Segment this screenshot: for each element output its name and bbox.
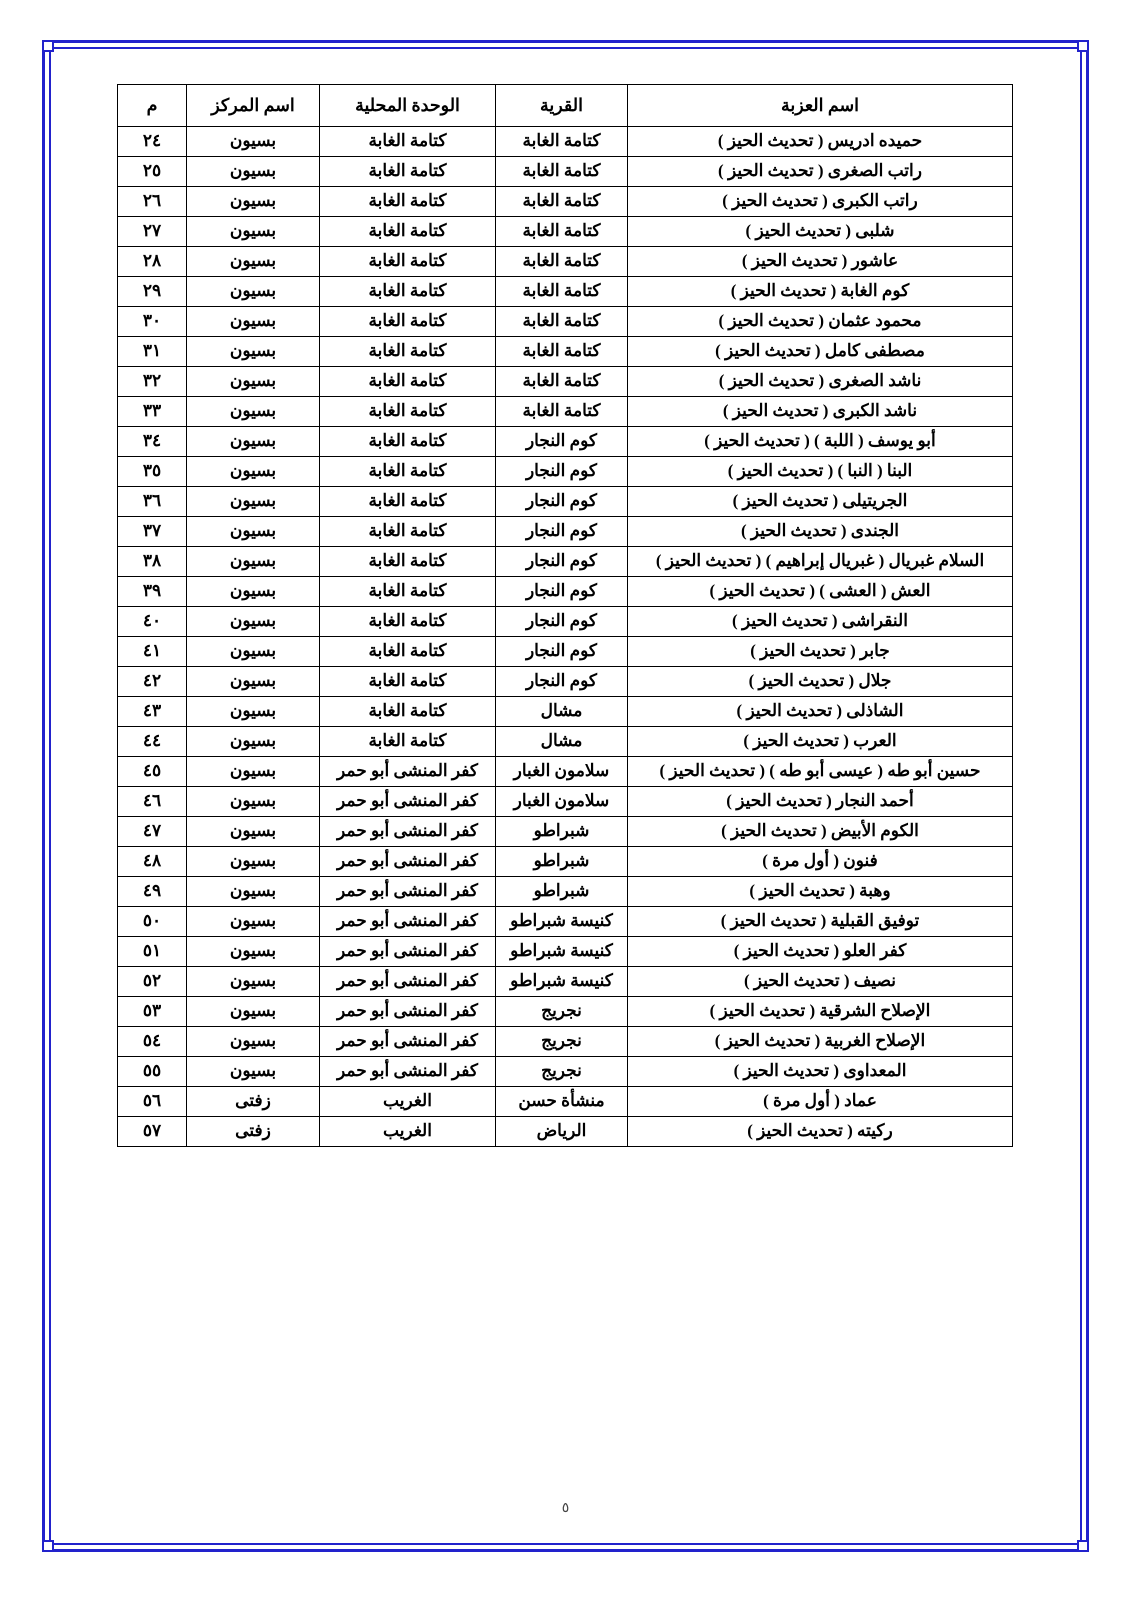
table-row xyxy=(118,997,1013,1027)
cell-wehda: كتامة الغابة xyxy=(320,667,496,697)
cell-qarya: كنيسة شبراطو xyxy=(496,907,628,937)
cell-qarya: منشأة حسن xyxy=(496,1087,628,1117)
cell-qarya: كتامة الغابة xyxy=(496,397,628,427)
cell-markaz: زفتى xyxy=(187,1087,320,1117)
cell-markaz: بسيون xyxy=(187,517,320,547)
cell-ezba: جلال ( تحديث الحيز ) xyxy=(628,667,1013,697)
cell-ezba: النقراشى ( تحديث الحيز ) xyxy=(628,607,1013,637)
cell-markaz: بسيون xyxy=(187,217,320,247)
cell-ezba: راتب الصغرى ( تحديث الحيز ) xyxy=(628,157,1013,187)
cell-number: ٣٦ xyxy=(118,487,187,517)
cell-wehda: كتامة الغابة xyxy=(320,217,496,247)
cell-qarya: كتامة الغابة xyxy=(496,217,628,247)
table-row xyxy=(118,757,1013,787)
table-row xyxy=(118,577,1013,607)
cell-markaz: بسيون xyxy=(187,847,320,877)
cell-qarya: كوم النجار xyxy=(496,637,628,667)
cell-wehda: كتامة الغابة xyxy=(320,277,496,307)
cell-ezba: ركيته ( تحديث الحيز ) xyxy=(628,1117,1013,1147)
cell-wehda: كفر المنشى أبو حمر xyxy=(320,997,496,1027)
table-row xyxy=(118,967,1013,997)
cell-wehda: كتامة الغابة xyxy=(320,247,496,277)
cell-number: ٢٤ xyxy=(118,127,187,157)
cell-number: ٤٣ xyxy=(118,697,187,727)
table-row xyxy=(118,787,1013,817)
cell-wehda: كتامة الغابة xyxy=(320,637,496,667)
border-corner-bottom-left xyxy=(42,1540,54,1552)
cell-number: ٣٢ xyxy=(118,367,187,397)
cell-number: ٥٢ xyxy=(118,967,187,997)
cell-number: ٣٠ xyxy=(118,307,187,337)
table-row xyxy=(118,1027,1013,1057)
cell-number: ٢٩ xyxy=(118,277,187,307)
table-row xyxy=(118,277,1013,307)
table-row xyxy=(118,637,1013,667)
cell-number: ٤٨ xyxy=(118,847,187,877)
table-row xyxy=(118,307,1013,337)
cell-number: ٤٠ xyxy=(118,607,187,637)
table-header-row xyxy=(118,85,1013,127)
cell-markaz: بسيون xyxy=(187,637,320,667)
cell-ezba: الشاذلى ( تحديث الحيز ) xyxy=(628,697,1013,727)
page-number: ٥ xyxy=(561,1501,570,1516)
ezba-table xyxy=(117,84,1013,1147)
table-row xyxy=(118,217,1013,247)
cell-ezba: توفيق القبلية ( تحديث الحيز ) xyxy=(628,907,1013,937)
cell-markaz: بسيون xyxy=(187,967,320,997)
cell-wehda: الغريب xyxy=(320,1087,496,1117)
cell-qarya: نجريج xyxy=(496,1057,628,1087)
cell-markaz: بسيون xyxy=(187,307,320,337)
table-row xyxy=(118,427,1013,457)
table-row xyxy=(118,847,1013,877)
table-row xyxy=(118,487,1013,517)
cell-wehda: كتامة الغابة xyxy=(320,127,496,157)
cell-qarya: كنيسة شبراطو xyxy=(496,967,628,997)
column-header-wehda: الوحدة المحلية xyxy=(320,85,496,127)
cell-qarya: كوم النجار xyxy=(496,667,628,697)
table-row xyxy=(118,937,1013,967)
table-row xyxy=(118,547,1013,577)
cell-number: ٢٨ xyxy=(118,247,187,277)
cell-qarya: كتامة الغابة xyxy=(496,187,628,217)
cell-ezba: أبو يوسف ( اللبة ) ( تحديث الحيز ) xyxy=(628,427,1013,457)
cell-qarya: كوم النجار xyxy=(496,517,628,547)
cell-ezba: فنون ( أول مرة ) xyxy=(628,847,1013,877)
cell-qarya: كوم النجار xyxy=(496,427,628,457)
cell-wehda: كتامة الغابة xyxy=(320,517,496,547)
cell-qarya: كتامة الغابة xyxy=(496,307,628,337)
cell-number: ٥٠ xyxy=(118,907,187,937)
cell-wehda: كتامة الغابة xyxy=(320,547,496,577)
cell-ezba: وهبة ( تحديث الحيز ) xyxy=(628,877,1013,907)
cell-markaz: بسيون xyxy=(187,607,320,637)
cell-ezba: الإصلاح الغربية ( تحديث الحيز ) xyxy=(628,1027,1013,1057)
cell-number: ٥٥ xyxy=(118,1057,187,1087)
cell-wehda: كفر المنشى أبو حمر xyxy=(320,787,496,817)
table-row xyxy=(118,877,1013,907)
table-row xyxy=(118,667,1013,697)
cell-number: ٣٧ xyxy=(118,517,187,547)
cell-markaz: بسيون xyxy=(187,577,320,607)
cell-ezba: عاشور ( تحديث الحيز ) xyxy=(628,247,1013,277)
cell-ezba: الكوم الأبيض ( تحديث الحيز ) xyxy=(628,817,1013,847)
cell-qarya: مشال xyxy=(496,727,628,757)
table-row xyxy=(118,247,1013,277)
cell-wehda: كتامة الغابة xyxy=(320,427,496,457)
cell-number: ٤٢ xyxy=(118,667,187,697)
cell-wehda: كتامة الغابة xyxy=(320,457,496,487)
cell-markaz: بسيون xyxy=(187,157,320,187)
cell-ezba: العش ( العشى ) ( تحديث الحيز ) xyxy=(628,577,1013,607)
cell-markaz: بسيون xyxy=(187,907,320,937)
cell-markaz: بسيون xyxy=(187,547,320,577)
page-footer xyxy=(0,1500,1131,1517)
cell-markaz: بسيون xyxy=(187,367,320,397)
cell-number: ٥٦ xyxy=(118,1087,187,1117)
cell-qarya: كتامة الغابة xyxy=(496,127,628,157)
table-row xyxy=(118,607,1013,637)
table-row xyxy=(118,397,1013,427)
table-body xyxy=(118,127,1013,1147)
cell-wehda: كتامة الغابة xyxy=(320,187,496,217)
cell-number: ٣٨ xyxy=(118,547,187,577)
table-row xyxy=(118,907,1013,937)
cell-markaz: بسيون xyxy=(187,187,320,217)
cell-wehda: كفر المنشى أبو حمر xyxy=(320,967,496,997)
cell-number: ٥٤ xyxy=(118,1027,187,1057)
cell-markaz: بسيون xyxy=(187,997,320,1027)
cell-markaz: بسيون xyxy=(187,1057,320,1087)
cell-qarya: كوم النجار xyxy=(496,487,628,517)
cell-ezba: البنا ( النبا ) ( تحديث الحيز ) xyxy=(628,457,1013,487)
cell-ezba: عماد ( أول مرة ) xyxy=(628,1087,1013,1117)
cell-number: ٤٩ xyxy=(118,877,187,907)
table-row xyxy=(118,1057,1013,1087)
cell-ezba: حميده ادريس ( تحديث الحيز ) xyxy=(628,127,1013,157)
cell-markaz: بسيون xyxy=(187,937,320,967)
table-row xyxy=(118,1117,1013,1147)
cell-wehda: كتامة الغابة xyxy=(320,397,496,427)
cell-qarya: كتامة الغابة xyxy=(496,367,628,397)
table-row xyxy=(118,697,1013,727)
cell-wehda: كتامة الغابة xyxy=(320,487,496,517)
cell-ezba: أحمد النجار ( تحديث الحيز ) xyxy=(628,787,1013,817)
table-row xyxy=(118,157,1013,187)
cell-number: ٢٦ xyxy=(118,187,187,217)
cell-markaz: زفتى xyxy=(187,1117,320,1147)
cell-number: ٤١ xyxy=(118,637,187,667)
cell-wehda: كتامة الغابة xyxy=(320,337,496,367)
table-row xyxy=(118,817,1013,847)
cell-qarya: كتامة الغابة xyxy=(496,247,628,277)
cell-qarya: شبراطو xyxy=(496,817,628,847)
cell-markaz: بسيون xyxy=(187,337,320,367)
cell-ezba: حسين أبو طه ( عيسى أبو طه ) ( تحديث الحيز ) xyxy=(628,757,1013,787)
cell-markaz: بسيون xyxy=(187,667,320,697)
border-corner-top-right xyxy=(1077,40,1089,52)
cell-qarya: شبراطو xyxy=(496,877,628,907)
cell-qarya: كنيسة شبراطو xyxy=(496,937,628,967)
cell-wehda: كفر المنشى أبو حمر xyxy=(320,907,496,937)
cell-markaz: بسيون xyxy=(187,877,320,907)
cell-wehda: كتامة الغابة xyxy=(320,157,496,187)
cell-wehda: كفر المنشى أبو حمر xyxy=(320,817,496,847)
cell-qarya: الرياض xyxy=(496,1117,628,1147)
cell-markaz: بسيون xyxy=(187,757,320,787)
cell-wehda: كفر المنشى أبو حمر xyxy=(320,847,496,877)
cell-number: ٤٦ xyxy=(118,787,187,817)
cell-number: ٣١ xyxy=(118,337,187,367)
cell-markaz: بسيون xyxy=(187,457,320,487)
column-header-num: م xyxy=(118,85,187,127)
table-row xyxy=(118,367,1013,397)
cell-number: ٤٥ xyxy=(118,757,187,787)
cell-ezba: كفر العلو ( تحديث الحيز ) xyxy=(628,937,1013,967)
border-corner-top-left xyxy=(42,40,54,52)
cell-markaz: بسيون xyxy=(187,817,320,847)
cell-ezba: راتب الكبرى ( تحديث الحيز ) xyxy=(628,187,1013,217)
cell-qarya: كتامة الغابة xyxy=(496,337,628,367)
cell-markaz: بسيون xyxy=(187,427,320,457)
table-row xyxy=(118,127,1013,157)
cell-ezba: العرب ( تحديث الحيز ) xyxy=(628,727,1013,757)
cell-number: ٥١ xyxy=(118,937,187,967)
cell-wehda: كتامة الغابة xyxy=(320,307,496,337)
cell-qarya: سلامون الغبار xyxy=(496,787,628,817)
cell-ezba: ناشد الكبرى ( تحديث الحيز ) xyxy=(628,397,1013,427)
cell-qarya: كوم النجار xyxy=(496,457,628,487)
cell-wehda: كتامة الغابة xyxy=(320,697,496,727)
cell-number: ٤٧ xyxy=(118,817,187,847)
table-row xyxy=(118,517,1013,547)
cell-qarya: شبراطو xyxy=(496,847,628,877)
cell-qarya: كتامة الغابة xyxy=(496,157,628,187)
cell-ezba: محمود عثمان ( تحديث الحيز ) xyxy=(628,307,1013,337)
cell-number: ٣٣ xyxy=(118,397,187,427)
cell-qarya: كتامة الغابة xyxy=(496,277,628,307)
cell-markaz: بسيون xyxy=(187,277,320,307)
cell-markaz: بسيون xyxy=(187,397,320,427)
cell-wehda: كتامة الغابة xyxy=(320,607,496,637)
cell-ezba: شلبى ( تحديث الحيز ) xyxy=(628,217,1013,247)
cell-markaz: بسيون xyxy=(187,487,320,517)
cell-ezba: السلام غبريال ( غبريال إبراهيم ) ( تحديث الحيز ) xyxy=(628,547,1013,577)
cell-ezba: الجندى ( تحديث الحيز ) xyxy=(628,517,1013,547)
cell-wehda: كتامة الغابة xyxy=(320,577,496,607)
cell-qarya: مشال xyxy=(496,697,628,727)
cell-wehda: كتامة الغابة xyxy=(320,367,496,397)
cell-markaz: بسيون xyxy=(187,1027,320,1057)
cell-wehda: الغريب xyxy=(320,1117,496,1147)
cell-ezba: ناشد الصغرى ( تحديث الحيز ) xyxy=(628,367,1013,397)
cell-wehda: كفر المنشى أبو حمر xyxy=(320,1027,496,1057)
cell-number: ٥٧ xyxy=(118,1117,187,1147)
cell-qarya: نجريج xyxy=(496,1027,628,1057)
table-row xyxy=(118,1087,1013,1117)
table-header xyxy=(118,85,1013,127)
cell-markaz: بسيون xyxy=(187,697,320,727)
cell-ezba: الإصلاح الشرقية ( تحديث الحيز ) xyxy=(628,997,1013,1027)
cell-ezba: نصيف ( تحديث الحيز ) xyxy=(628,967,1013,997)
column-header-markaz: اسم المركز xyxy=(187,85,320,127)
cell-number: ٣٩ xyxy=(118,577,187,607)
cell-wehda: كفر المنشى أبو حمر xyxy=(320,757,496,787)
cell-qarya: كوم النجار xyxy=(496,547,628,577)
cell-markaz: بسيون xyxy=(187,247,320,277)
table-row xyxy=(118,187,1013,217)
table-row xyxy=(118,457,1013,487)
cell-markaz: بسيون xyxy=(187,127,320,157)
table-row xyxy=(118,727,1013,757)
cell-qarya: سلامون الغبار xyxy=(496,757,628,787)
cell-ezba: المعداوى ( تحديث الحيز ) xyxy=(628,1057,1013,1087)
cell-markaz: بسيون xyxy=(187,727,320,757)
cell-markaz: بسيون xyxy=(187,787,320,817)
cell-number: ٥٣ xyxy=(118,997,187,1027)
column-header-qarya: القرية xyxy=(496,85,628,127)
cell-wehda: كفر المنشى أبو حمر xyxy=(320,937,496,967)
border-corner-bottom-right xyxy=(1077,1540,1089,1552)
cell-wehda: كتامة الغابة xyxy=(320,727,496,757)
cell-number: ٣٥ xyxy=(118,457,187,487)
cell-wehda: كفر المنشى أبو حمر xyxy=(320,877,496,907)
cell-ezba: كوم الغابة ( تحديث الحيز ) xyxy=(628,277,1013,307)
cell-qarya: كوم النجار xyxy=(496,607,628,637)
cell-wehda: كفر المنشى أبو حمر xyxy=(320,1057,496,1087)
cell-ezba: الجريتيلى ( تحديث الحيز ) xyxy=(628,487,1013,517)
cell-qarya: كوم النجار xyxy=(496,577,628,607)
cell-ezba: جابر ( تحديث الحيز ) xyxy=(628,637,1013,667)
cell-qarya: نجريج xyxy=(496,997,628,1027)
cell-number: ٢٥ xyxy=(118,157,187,187)
page-content xyxy=(118,84,1013,1147)
table-row xyxy=(118,337,1013,367)
cell-ezba: مصطفى كامل ( تحديث الحيز ) xyxy=(628,337,1013,367)
column-header-ezba: اسم العزبة xyxy=(628,85,1013,127)
cell-number: ٢٧ xyxy=(118,217,187,247)
cell-number: ٤٤ xyxy=(118,727,187,757)
cell-number: ٣٤ xyxy=(118,427,187,457)
